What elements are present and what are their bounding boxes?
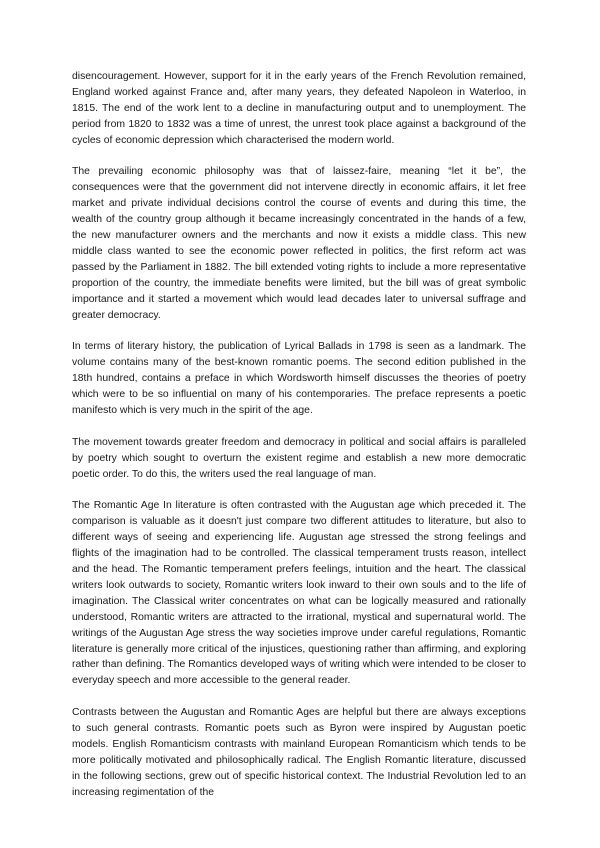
paragraph-2: The prevailing economic philosophy was that of laissez-faire, meaning “let it be”, the consequences were that the government did not intervene directly in economic affairs, it let free market and private individual decisions control the course of events and during this time, the wealth of the country group although it became increasingly concentrated in the hands of a few, the new manufacturer owners and the merchants and now it exists a middle class. This new middle class wanted to see the economic power reflected in politics, the first reform act was passed by the Parliament in 1882. The bill extended voting rights to include a more representative proportion of the country, the immediate benefits were limited, but the bill was of great symbolic importance and it started a movement which would lead decades later to universal suffrage and greater democracy. (72, 166, 526, 321)
document-page (72, 69, 526, 801)
paragraph-3: In terms of literary history, the publication of Lyrical Ballads in 1798 is seen as a landmark. The volume contains many of the best-known romantic poems. The second edition published in the 18th hundred, contains a preface in which Wordsworth himself discusses the theories of poetry which were to be so influential on many of his contemporaries. The preface represents a poetic manifesto which is very much in the spirit of the age. (72, 341, 526, 416)
paragraph-1: disencouragement. However, support for it in the early years of the French Revolution remained, England worked against France and, after many years, they defeated Napoleon in Waterloo, in 1815. The end of the work lent to a decline in manufacturing output and to unemployment. The period from 1820 to 1832 was a time of unrest, the unrest took place against a background of the cycles of economic depression which characterised the modern world. (72, 71, 526, 146)
paragraph-4: The movement towards greater freedom and democracy in political and social affairs is paralleled by poetry which sought to overturn the existent regime and establish a new more democratic poetic order. To do this, the writers used the real language of man. (72, 436, 526, 480)
paragraph-6: Contrasts between the Augustan and Romantic Ages are helpful but there are always exceptions to such general contrasts. Romantic poets such as Byron were inspired by Augustan poetic models. English Romanticism contrasts with mainland European Romanticism which tends to be more politically motivated and philosophically radical. The English Romantic literature, discussed in the following sections, grew out of specific historical context. The Industrial Revolution led to an increasing regimentation of the (72, 707, 526, 798)
paragraph-5: The Romantic Age In literature is often contrasted with the Augustan age which preceded it. The comparison is valuable as it doesn't just compare two different attitudes to literature, but also to different ways of seeing and experiencing life. Augustan age stressed the strong feelings and flights of the imagination had to be controlled. The classical temperament trusts reason, intellect and the head. The Romantic temperament prefers feelings, intuition and the heart. The classical writers look outwards to society, Romantic writers look inward to their own souls and to the life of imagination. The Classical writer concentrates on what can be logically measured and rationally understood, Romantic writers are attracted to the irrational, mystical and supernatural world. The writings of the Augustan Age stress the way societies improve under careful regulations, Romantic literature is generally more critical of the injustices, questioning rather than affirming, and exploring rather than defining. The Romantics developed ways of writing which were intended to be closer to everyday speech and more accessible to the general reader. (72, 500, 526, 687)
